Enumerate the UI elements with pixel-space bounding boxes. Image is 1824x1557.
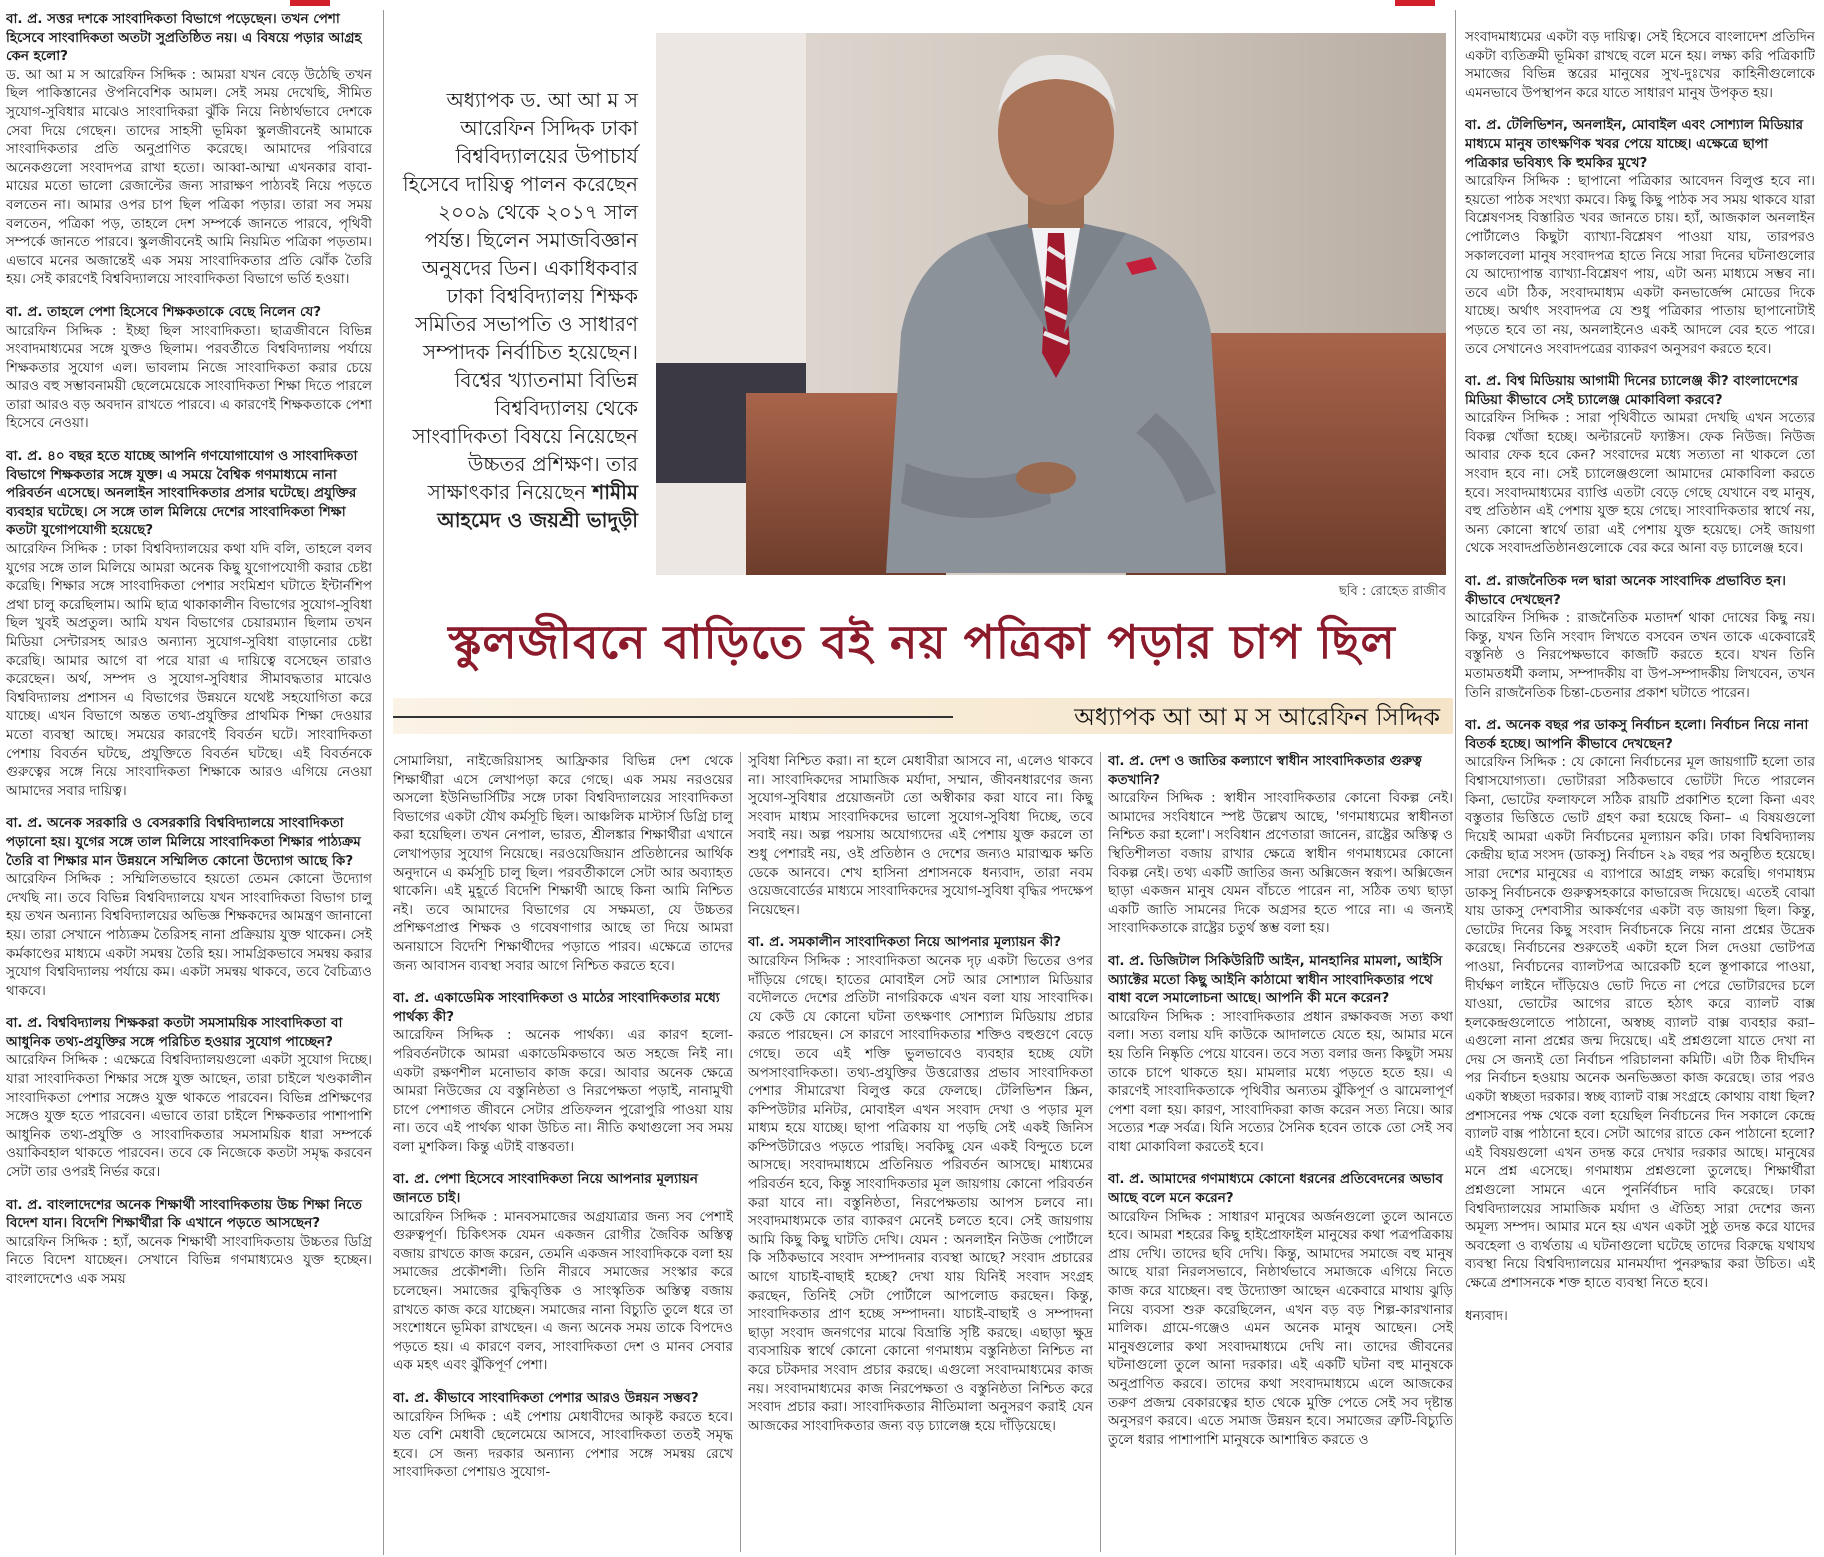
top-accent-left	[290, 0, 330, 6]
qa-block	[6, 447, 372, 800]
answer: আরেফিন সিদ্দিক : স্বাধীন সাংবাদিকতার কোনো বিকল্প নেই। আমাদের সংবিধানে স্পষ্ট উল্লেখ আছে, 'গণমাধ্যমের স্বাধীনতা নিশ্চিত করা হলো'। সংবিধান প্রণেতারা জানেন, রাষ্ট্রের অস্তিত্ব ও স্থিতিশীলতা বজায় রাখার ক্ষেত্রে স্বাধীন গণমাধ্যমের কোনো বিকল্প নেই। তথ্য একটি জাতির জন্য অক্সিজেন স্বরূপ। অক্সিজেন ছাড়া একজন মানুষ যেমন বাঁচতে পারেন না, সঠিক তথ্য ছাড়া একটি জাতি সামনের দিকে অগ্রসর হতে পারে না। এ জন্যই সাংবাদিকতাকে রাষ্ট্রের চতুর্থ স্তম্ভ বলা হয়।	[1108, 790, 1453, 937]
question: বা. প্র. কীভাবে সাংবাদিকতা পেশার আরও উন্নয়ন সম্ভব?	[393, 1390, 699, 1406]
qa-block	[1465, 716, 1815, 1292]
byline-rule	[393, 716, 953, 718]
qa-block	[1108, 952, 1453, 1157]
article-column-4	[1108, 752, 1453, 1555]
answer: সুবিধা নিশ্চিত করা। না হলে মেধাবীরা আসবে না, এলেও থাকবে না। সাংবাদিকদের সামাজিক মর্যাদা, সম্মান, জীবনধারণের জন্য সুযোগ-সুবিধার প্রয়োজনটা তো অস্বীকার করা যাবে না। কিছু সংবাদ মাধ্যম সাংবাদিকদের ভালো সুযোগ-সুবিধা দিচ্ছে, তবে সবাই নয়। অল্প পয়সায় অযোগ্যদের এই পেশায় যুক্ত করলে তা শুধু পেশারই নয়, ওই প্রতিষ্ঠান ও দেশের জন্যও মারাত্মক ক্ষতি ডেকে আনবে। শেখ হাসিনা প্রশাসনকে ধন্যবাদ, তারা নবম ওয়েজবোর্ডের মাধ্যমে সাংবাদিকদের সুযোগ-সুবিধা বৃদ্ধির পদক্ষেপ নিয়েছেন।	[748, 753, 1093, 918]
article-column-3	[748, 752, 1093, 1555]
portrait-illustration	[656, 33, 1446, 575]
qa-block	[6, 10, 372, 289]
answer: আরেফিন সিদ্দিক : ছাপানো পত্রিকার আবেদন বিলুপ্ত হবে না। হয়তো পাঠক সংখ্যা কমবে। কিছু কিছু পাঠক সব সময় থাকবে যারা বিশ্লেষণসহ বিস্তারিত খবর জানতে চায়। হ্যাঁ, আজকাল অনলাইন পোর্টালেও কিছুটা ব্যাখ্যা-বিশ্লেষণ পাওয়া যায়, তারপরও সকালবেলা মানুষ সংবাদপত্র হাতে নিয়ে সারা দিনের ঘটনাগুলোর যে আদ্যোপান্ত ব্যাখ্যা-বিশ্লেষণ পায়, এটা অন্য মাধ্যমে সম্ভব না। তবে এটা ঠিক, সংবাদমাধ্যম একটা কনভার্জেন্স মোডের দিকে যাচ্ছে। অর্থাৎ সংবাদপত্র যে শুধু পত্রিকার পাতায় ছাপানোটাই পড়তে হবে তা নয়, অনলাইনেও একই আদলে বের হতে পারে। তবে সেখানেও সংবাদপত্রের ব্যাকরণ অনুসরণ করতে হবে।	[1465, 173, 1815, 357]
qa-block	[1465, 28, 1815, 102]
qa-block	[6, 814, 372, 1000]
qa-block	[1108, 752, 1453, 938]
column-rule	[740, 752, 741, 1552]
interviewer-names: শামীম আহমেদ ও জয়শ্রী ভাদুড়ী	[437, 480, 638, 532]
intro-lead	[395, 86, 638, 534]
right-column	[1465, 28, 1815, 1553]
answer: আরেফিন সিদ্দিক : সারা পৃথিবীতে আমরা দেখছি এখন সত্যের বিকল্প খোঁজা হচ্ছে। অল্টারনেট ফ্যাক্টস। ফেক নিউজ। নিউজ আবার ফেক হবে কেন? সংবাদের মধ্যে সত্যতা না থাকলে তো সংবাদ হবে না। সেই চ্যালেঞ্জগুলো আমাদের মোকাবিলা করতে হবে। সংবাদমাধ্যমের ব্যাপ্তি এতটা বেড়ে গেছে যেখানে বহু মানুষ, বহু প্রতিষ্ঠান এই পেশায় যুক্ত হয়ে গেছে। সাংবাদিকতার স্বার্থে নয়, অন্য কোনো স্বার্থে তারা এই পেশায় যুক্ত হয়েছে। সেই জায়গা থেকে সংবাদপ্রতিষ্ঠানগুলোকে বের করে আনা বড় চ্যালেঞ্জ হবে।	[1465, 410, 1815, 557]
question: বা. প্র. ৪০ বছর হতে যাচ্ছে আপনি গণযোগাযোগ ও সাংবাদিকতা বিভাগে শিক্ষকতার সঙ্গে যুক্ত। এ সময়ে বৈশ্বিক গণমাধ্যমে নানা পরিবর্তন এসেছে। অনলাইন সাংবাদিকতার প্রসার ঘটেছে। প্রযুক্তির ব্যবহার ঘটেছে। সে সঙ্গে তাল মিলিয়ে দেশের সাংবাদিকতা শিক্ষা কতটা যুগোপযোগী হয়েছে?	[6, 448, 358, 539]
qa-block	[393, 1389, 733, 1482]
answer: সোমালিয়া, নাইজেরিয়াসহ আফ্রিকার বিভিন্ন দেশ থেকে শিক্ষার্থীরা এসে লেখাপড়া করে গেছে। এক সময় নরওয়ের অসলো ইউনিভার্সিটির সঙ্গে ঢাকা বিশ্ববিদ্যালয়ের সাংবাদিকতা বিভাগের একটা যৌথ কর্মসূচি ছিল। আঞ্চলিক মাস্টার্স ডিগ্রি চালু করা হয়েছিল। তখন নেপাল, ভারত, শ্রীলঙ্কার শিক্ষার্থীরা এখানে লেখাপড়ার সুযোগ নিয়েছে। নরওয়েজিয়ান প্রতিষ্ঠানের আর্থিক অনুদানে এ কর্মসূচি চালু ছিল। পরবর্তীকালে সেটা আর অব্যাহত থাকেনি। এই মুহূর্তে বিদেশি শিক্ষার্থী আছে কিনা আমি নিশ্চিত নই। তবে আমাদের বিভাগের যে সক্ষমতা, যে উচ্চতর প্রশিক্ষণপ্রাপ্ত শিক্ষক ও গবেষণাগার আছে তা দিয়ে আমরা অনায়াসে বিদেশি শিক্ষার্থীদের পড়াতে পারব। এক্ষেত্রে তাদের জন্য আবাসন ব্যবস্থা সবার আগে নিশ্চিত করতে হবে।	[393, 753, 733, 974]
article-column-2	[393, 752, 733, 1555]
answer: সংবাদমাধ্যমের একটা বড় দায়িত্ব। সেই হিসেবে বাংলাদেশ প্রতিদিন একটা ব্যতিক্রমী ভূমিকা রাখছে বলে মনে হয়। লক্ষ্য করি পত্রিকাটি সমাজের বিভিন্ন স্তরের মানুষের সুখ-দুঃখের কাহিনীগুলোকে এমনভাবে উপস্থাপন করে যাতে সাধারণ মানুষ উপকৃত হয়।	[1465, 29, 1815, 101]
answer: আরেফিন সিদ্দিক : সম্মিলিতভাবে হয়তো তেমন কোনো উদ্যোগ দেখছি না। তবে বিভিন্ন বিশ্ববিদ্যালয়ে যখন সাংবাদিকতা বিভাগ চালু হয় তখন অন্যান্য বিশ্ববিদ্যালয়ের অভিজ্ঞ শিক্ষকদের আমন্ত্রণ জানানো হয়। তারা সেখানে পাঠ্যক্রম তৈরিসহ নানা প্রক্রিয়ায় যুক্ত থাকেন। সেই কর্মকাণ্ডের মাধ্যমে একটা সমন্বয় তৈরি হয়। সামগ্রিকভাবে সমন্বয় করার সুযোগ বিশ্ববিদ্যালয় পর্যায়ে কম। একটা সমন্বয় থাকবে, তবে বৈচিত্র্যও থাকবে।	[6, 871, 372, 999]
qa-block	[1465, 372, 1815, 558]
answer: আরেফিন সিদ্দিক : মানবসমাজের অগ্রযাত্রার জন্য সব পেশাই গুরুত্বপূর্ণ। চিকিৎসক যেমন একজন রোগীর জৈবিক অস্তিত্ব বজায় রাখতে কাজ করেন, তেমনি একজন সাংবাদিককে বলা হয় সমাজের প্রকৌশলী। তিনি নীরবে সমাজের সংস্কার করে চলেছেন। সমাজের বুদ্ধিবৃত্তিক ও সাংস্কৃতিক অস্তিত্ব বজায় রাখতে কাজ করে যাচ্ছেন। সমাজের নানা বিচ্যুতি তুলে ধরে তা সংশোধনে ভূমিকা রাখছেন। এ জন্য অনেক সময় তাকে বিপদেও পড়তে হয়। এ কারণে বলব, সাংবাদিকতা দেশ ও মানব সেবার এক মহৎ এবং ঝুঁকিপূর্ণ পেশা।	[393, 1208, 733, 1374]
column-rule	[383, 10, 384, 1555]
answer: ড. আ আ ম স আরেফিন সিদ্দিক : আমরা যখন বেড়ে উঠেছি তখন ছিল পাকিস্তানের ঔপনিবেশিক আমল। সেই সময় দেখেছি, সীমিত সুযোগ-সুবিধার মাঝেও সাংবাদিকরা ঝুঁকি নিয়ে নিষ্ঠার্থভাবে দেশকে সেবা দিয়ে গেছেন। তাদের সাহসী ভূমিকা স্কুলজীবনেই আমাকে সাংবাদিকতার প্রতি অনুপ্রাণিত করেছে। আমাদের পরিবারে অনেকগুলো সংবাদপত্র রাখা হতো। আব্বা-আম্মা এখনকার বাবা-মায়ের মতো ভালো রেজাল্টের জন্য সারাক্ষণ পাঠ্যবই নিয়ে পড়তে বলতেন না। আমার ওপর চাপ ছিল পত্রিকা পড়ার। তারা সব সময় বলতেন, পত্রিকা পড়, তাহলে দেশ সম্পর্কে জানতে পারবে, পৃথিবী সম্পর্কে জানতে পারবে। স্কুলজীবনেই আমি নিয়মিত পত্রিকা পড়তাম। এভাবে মনের অজান্তেই এক সময় সাংবাদিকতার প্রতি ঝোঁক তৈরি হয়। সেই কারণেই বিশ্ববিদ্যালয়ে সাংবাদিকতা বিভাগে ভর্তি হওয়া।	[6, 66, 372, 288]
question: বা. প্র. বিশ্ববিদ্যালয় শিক্ষকরা কতটা সমসাময়িক সাংবাদিকতা বা আধুনিক তথ্য-প্রযুক্তির সঙ্গে পরিচিত হওয়ার সুযোগ পাচ্ছেন?	[6, 1015, 343, 1050]
portrait-photo	[656, 33, 1446, 575]
question: বা. প্র. বিশ্ব মিডিয়ায় আগামী দিনের চ্যালেঞ্জ কী? বাংলাদেশের মিডিয়া কীভাবে সেই চ্যালেঞ্জ মোকাবিলা করবে?	[1465, 373, 1798, 408]
answer: আরেফিন সিদ্দিক : হ্যাঁ, অনেক শিক্ষার্থী সাংবাদিকতায় উচ্চতর ডিগ্রি নিতে বিদেশ যাচ্ছেন। সেখানে বিভিন্ন গণমাধ্যমেও যুক্ত হচ্ছেন। বাংলাদেশেও এক সময়	[6, 1233, 372, 1287]
answer: আরেফিন সিদ্দিক : যে কোনো নির্বাচনের মূল জায়গাটি হলো তার বিশ্বাসযোগ্যতা। ভোটাররা সঠিকভাবে ভোটটা দিতে পারলেন কিনা, ভোটের ফলাফলে সঠিক রায়টি প্রকাশিত হলো কিনা এবং বস্তুতার ভিত্তিতে ভোট গ্রহণ করা হয়েছে কিনা– এ বিষয়গুলো দিয়েই আমরা একটা নির্বাচনের মূল্যায়ন করি। ঢাকা বিশ্ববিদ্যালয় কেন্দ্রীয় ছাত্র সংসদ (ডাকসু) নির্বাচন ২৯ বছর পর অনুষ্ঠিত হয়েছে। সারা দেশের মানুষের এ ব্যাপারে আগ্রহ লক্ষ্য করেছি। গণমাধ্যম ডাকসু নির্বাচনকে গুরুত্বসহকারে কাভারেজ দিয়েছে। এতেই বোঝা যায় ডাকসু দেশবাসীর আকর্ষণের একটা বড় জায়গা ছিল। কিন্তু, ভোটের দিনের কিছু সংবাদ নির্বাচনকে নিয়ে নানা প্রশ্নের উদ্রেক করেছে। নির্বাচনের শুরুতেই একটা হলে সিল দেওয়া ভোটপত্র পাওয়া, নির্বাচনের ব্যালটপত্র আরেকটি হলে স্তূপাকারে পাওয়া, দীর্ঘক্ষণ লাইনে দাঁড়িয়েও ভোট দিতে না পেরে ভোটারদের চলে যাওয়া, ভোটের আগের রাতে হঠাৎ করে ব্যালট বাক্স হলকেন্দ্রগুলোতে পাঠানো, অস্বচ্ছ ব্যালট বাক্স ব্যবহার করা– এগুলো নানা প্রশ্নের জন্ম দিয়েছে। এই প্রশ্নগুলো যাতে দেখা না দেয় সে জন্যই তো নির্বাচন পরিচালনা কমিটি। এটা ঠিক দীর্ঘদিন পর নির্বাচন হওয়ায় অনেক অনভিজ্ঞতা কাজ করেছে। তার পরও একটা স্বচ্ছতা দরকার। স্বচ্ছ ব্যালট বাক্স সংগ্রহে কোথায় বাধা ছিল? প্রশাসনের পক্ষ থেকে বলা হয়েছিল নির্বাচনের দিন সকালে কেন্দ্রে ব্যালট বাক্স পাঠানো হবে। সেটা আগের রাতে কেন পাঠানো হলো? এই বিষয়গুলো এখন তদন্ত করে দেখার দরকার আছে। মানুষের মনে প্রশ্ন এসেছে। গণমাধ্যম প্রশ্নগুলো তুলেছে। শিক্ষার্থীরা প্রশ্নগুলো সামনে এনে পুনর্নির্বাচন দাবি করেছে। ঢাকা বিশ্ববিদ্যালয়ের সামাজিক মর্যাদা ও ঐতিহ্য সারা দেশের জন্য অমূল্য সম্পদ। আমার মনে হয় এখন একটা সুষ্ঠু তদন্ত করে যাদের অবহেলা ও ব্যর্থতায় এ ঘটনাগুলো ঘটেছে তাদের বিরুদ্ধে যথাযথ ব্যবস্থা নিয়ে বিশ্ববিদ্যালয়ের মানমর্যাদা পুনরুদ্ধার করা উচিত। এই ক্ষেত্রে প্রশাসনকে শক্ত হাতে ব্যবস্থা নিতে হবে।	[1465, 754, 1815, 1291]
qa-block	[6, 303, 372, 433]
answer: আরেফিন সিদ্দিক : সাংবাদিকতার প্রধান রক্ষাকবজ সত্য কথা বলা। সত্য বলায় যদি কাউকে আদালতে যেতে হয়, আমার মনে হয় তিনি নিষ্কৃতি পেয়ে যাবেন। তবে সত্য বলার জন্য কিছুটা সময় তাকে চাপে থাকতে হয়। মামলার মধ্যে পড়তে হতে হয়। এ কারণেই সাংবাদিকতাকে পৃথিবীর অন্যতম ঝুঁকিপূর্ণ ও ঝামেলাপূর্ণ পেশা বলা হয়। কারণ, সাংবাদিকরা কাজ করেন সত্য নিয়ে। আর সত্যের শত্রু সর্বত্র। যিনি সত্যের সৈনিক হবেন তাকে তো সেই সব বাধা মোকাবিলা করতেই হবে।	[1108, 1008, 1453, 1155]
qa-block	[1465, 116, 1815, 358]
question: বা. প্র. সত্তর দশকে সাংবাদিকতা বিভাগে পড়েছেন। তখন পেশা হিসেবে সাংবাদিকতা অতটা সুপ্রতিষ্ঠিত নয়। এ বিষয়ে পড়ার আগ্রহ কেন হলো?	[6, 11, 362, 65]
qa-block	[1465, 572, 1815, 702]
answer: আরেফিন সিদ্দিক : ঢাকা বিশ্ববিদ্যালয়ের কথা যদি বলি, তাহলে বলব যুগের সঙ্গে তাল মিলিয়ে আমরা অনেক কিছু যুগোপযোগী করার চেষ্টা করেছি। শিক্ষার সঙ্গে সাংবাদিকতা পেশার সংমিশ্রণ ঘটাতে ইন্টার্নশিপ প্রথা চালু করেছিলাম। আমি ছাত্র থাকাকালীন বিভাগের সুযোগ-সুবিধা ছিল খুবই অপ্রতুল। আমি যখন বিভাগের চেয়ারম্যান ছিলাম তখন মিডিয়া সেন্টারসহ আরও অন্যান্য সুযোগ-সুবিধা বাড়ানোর চেষ্টা করেছি। আমার আগে বা পরে যারা এ দায়িত্বে বসেছেন তারাও করেছেন। অর্থ, সম্পদ ও সুযোগ-সুবিধার সীমাবদ্ধতার মাঝেও বিশ্ববিদ্যালয় প্রশাসন এ বিভাগের উন্নয়নে যথেষ্ট সহযোগিতা করে যাচ্ছে। এখন বিভাগে অন্তত তথ্য-প্রযুক্তির প্রাথমিক শিক্ষা দেওয়ার মতো ব্যবস্থা আছে। সময়ের কারণেই বিবর্তন ঘটে। সাংবাদিকতা পেশায় বিবর্তন ঘটছে, প্রযুক্তিতে বিবর্তন ঘটছে। এই বিবর্তনকে গুরুত্বের সঙ্গে নিয়ে সাংবাদিকতা শিক্ষাকে আরও এগিয়ে নেওয়া আমাদের সবার দায়িত্ব।	[6, 541, 372, 799]
answer: ধন্যবাদ।	[1465, 1307, 1508, 1324]
question: বা. প্র. রাজনৈতিক দল দ্বারা অনেক সাংবাদিক প্রভাবিত হন। কীভাবে দেখছেন?	[1465, 573, 1786, 608]
column-rule	[1100, 752, 1101, 1552]
question: বা. প্র. তাহলে পেশা হিসেবে শিক্ষকতাকে বেছে নিলেন যে?	[6, 303, 322, 320]
answer: আরেফিন সিদ্দিক : সাধারণ মানুষের অর্জনগুলো তুলে আনতে হবে। আমরা শহরের কিছু হাইপ্রোফাইল মানুষের কথা পত্রপত্রিকায় প্রায় দেখি। তাদের ছবি দেখি। কিন্তু, আমাদের সমাজে বহু মানুষ আছে যারা নিরলসভাবে, নিষ্ঠার্থভাবে সমাজকে এগিয়ে নিতে কাজ করে যাচ্ছেন। বহু উদ্যোক্তা আছেন একেবারে মাথায় ঝুড়ি নিয়ে ব্যবসা শুরু করেছিলেন, এখন বড় বড় শিল্প-কারখানার মালিক। গ্রামে-গঞ্জেও এমন অনেক মানুষ আছেন। সেই মানুষগুলোর কথা সংবাদমাধ্যমে দেখি না। তাদের জীবনের ঘটনাগুলো তুলে আনা দরকার। এই একটি ঘটনা বহু মানুষকে অনুপ্রাণিত করবে। তাদের কথা সংবাদমাধ্যমে এলে আজকের তরুণ প্রজন্ম বেকারত্বের হাত থেকে মুক্তি পেতে সেই সব দৃষ্টান্ত অনুসরণ করবে। এতে সমাজ উন্নয়ন হবে। সমাজের ত্রুটি-বিচ্যুতি তুলে ধরার পাশাপাশি মানুষকে আশান্বিত করতে ও	[1108, 1208, 1453, 1448]
column-rule	[1455, 10, 1456, 1555]
answer: আরেফিন সিদ্দিক : এক্ষেত্রে বিশ্ববিদ্যালয়গুলো একটা সুযোগ দিচ্ছে। যারা সাংবাদিকতা শিক্ষার সঙ্গে যুক্ত আছেন, তারা চাইলে খণ্ডকালীন সাংবাদিকতা পেশার সঙ্গেও যুক্ত থাকতে পারবেন। বিভিন্ন প্রশিক্ষণের সঙ্গেও যুক্ত হতে পারবেন। এভাবে তারা চাইলে শিক্ষকতার পাশাপাশি আধুনিক তথ্য-প্রযুক্তি ও সাংবাদিকতার সমসাময়িক ধারা সম্পর্কে ওয়াকিবহাল থাকতে পারবেন। তবে কে নিজেকে কতটা সমৃদ্ধ করবেন সেটা তার ওপরই নির্ভর করে।	[6, 1052, 372, 1181]
qa-block	[1108, 1170, 1453, 1449]
answer: আরেফিন সিদ্দিক : সাংবাদিকতা অনেক দৃঢ় একটা ভিতের ওপর দাঁড়িয়ে গেছে। হাতের মোবাইল সেট আর সোশ্যাল মিডিয়ার বদৌলতে দেশের প্রতিটা নাগরিককে এখন বলা যায় সাংবাদিক। যে কেউ যে কোনো ঘটনা তৎক্ষণাৎ সোশ্যাল মিডিয়ায় প্রচার করতে পারছেন। সে কারণে সাংবাদিকতার শক্তিও বহুগুণে বেড়ে গেছে। তবে এই শক্তি ভুলভাবেও ব্যবহার হচ্ছে যেটা অপসাংবাদিকতা। তথ্য-প্রযুক্তির উত্তরোত্তর প্রভাব সাংবাদিকতা পেশার সীমারেখা বিলুপ্ত করে ফেলছে। টেলিভিশন স্ক্রিন, কম্পিউটার মনিটর, মোবাইল এখন সংবাদ দেখা ও পড়ার মূল মাধ্যম হয়ে যাচ্ছে। ছাপা পত্রিকায় যা পড়ছি সেই একই জিনিস কম্পিউটারেও পড়তে পারছি। সবকিছু যেন একই বিন্দুতে চলে আসছে। সংবাদমাধ্যমে প্রতিনিয়ত পরিবর্তন আসছে। মাধ্যমের পরিবর্তন হবে, কিন্তু সাংবাদিকতার মূল জায়গায় কোনো পরিবর্তন করা যাবে না। বস্তুনিষ্ঠতা, নিরপেক্ষতায় আপস চলবে না। সংবাদমাধ্যমকে তার ব্যাকরণ মেনেই চলতে হবে। সেই জায়গায় আমি কিছু কিছু ঘাটতি দেখি। যেমন : অনলাইন নিউজ পোর্টালে কি সঠিকভাবে সংবাদ সম্পাদনার ব্যবস্থা আছে? সংবাদ প্রচারের আগে যাচাই-বাছাই হচ্ছে? দেখা যায় যিনিই সংবাদ সংগ্রহ করছেন, তিনিই সেটা পোর্টালে আপলোড করছেন। কিন্তু, সাংবাদিকতার প্রাণ হচ্ছে সম্পাদনা। যাচাই-বাছাই ও সম্পাদনা ছাড়া সংবাদ জনগণের মাঝে বিভ্রান্তি সৃষ্টি করছে। এছাড়া ক্ষুদ্র ব্যবসায়িক স্বার্থে কোনো কোনো গণমাধ্যম বস্তুনিষ্ঠতা নিশ্চিত না করে চটকদার সংবাদ প্রচার করছে। এগুলো সংবাদমাধ্যমের কাজ নয়। সংবাদমাধ্যমের কাজ নিরপেক্ষতা ও বস্তুনিষ্ঠতা নিশ্চিত করে সংবাদ প্রচার করা। সাংবাদিকতার নীতিমালা অনুসরণ করাই যেন আজকের সাংবাদিকতার জন্য বড় চ্যালেঞ্জ হয়ে দাঁড়িয়েছে।	[748, 952, 1093, 1434]
question: বা. প্র. অনেক সরকারি ও বেসরকারি বিশ্ববিদ্যালয়ে সাংবাদিকতা পড়ানো হয়। যুগের সঙ্গে তাল মিলিয়ে সাংবাদিকতা শিক্ষার পাঠ্যক্রম তৈরি বা শিক্ষার মান উন্নয়নে সম্মিলিত কোনো উদ্যোগ আছে কি?	[6, 815, 361, 869]
question: বা. প্র. পেশা হিসেবে সাংবাদিকতা নিয়ে আপনার মূল্যায়ন জানতে চাই।	[393, 1171, 698, 1207]
qa-block	[393, 989, 733, 1156]
intro-text: অধ্যাপক ড. আ আ ম স আরেফিন সিদ্দিক ঢাকা বিশ্ববিদ্যালয়ের উপাচার্য হিসেবে দায়িত্ব পালন করেছেন ২০০৯ থেকে ২০১৭ সাল পর্যন্ত। ছিলেন সমাজবিজ্ঞান অনুষদের ডিন। একাধিকবার ঢাকা বিশ্ববিদ্যালয় শিক্ষক সমিতির সভাপতি ও সাধারণ সম্পাদক নির্বাচিত হয়েছেন। বিশ্বের খ্যাতনামা বিভিন্ন বিশ্ববিদ্যালয় থেকে সাংবাদিকতা বিষয়ে নিয়েছেন উচ্চতর প্রশিক্ষণ। তার সাক্ষাৎকার নিয়েছেন	[402, 88, 638, 504]
qa-block	[748, 933, 1093, 1435]
question: বা. প্র. আমাদের গণমাধ্যমে কোনো ধরনের প্রতিবেদনের অভাব আছে বলে মনে করেন?	[1108, 1171, 1443, 1207]
left-column	[6, 10, 372, 1555]
qa-block	[393, 752, 733, 975]
top-accent-right	[1395, 0, 1435, 6]
qa-block	[6, 1196, 372, 1289]
question: বা. প্র. দেশ ও জাতির কল্যাণে স্বাধীন সাংবাদিকতার গুরুত্ব কতখানি?	[1108, 753, 1422, 788]
question: বা. প্র. একাডেমিক সাংবাদিকতা ও মাঠের সাংবাদিকতার মধ্যে পার্থক্য কী?	[393, 990, 720, 1025]
question: বা. প্র. সমকালীন সাংবাদিকতা নিয়ে আপনার মূল্যায়ন কী?	[748, 934, 1062, 951]
answer: আরেফিন সিদ্দিক : ইচ্ছা ছিল সাংবাদিকতা। ছাত্রজীবনে বিভিন্ন সংবাদমাধ্যমের সঙ্গে যুক্তও ছিলাম। পরবর্তীতে বিশ্ববিদ্যালয় পর্যায়ে শিক্ষকতার সুযোগ এল। ভাবলাম নিজে সাংবাদিকতা করার চেয়ে আরও বহু সম্ভাবনাময়ী ছেলেমেয়েকে সাংবাদিকতা শিক্ষা দিতে পারলে তারা আরও বড় অবদান রাখতে পারবে। এ কারণেই শিক্ষকতাকে পেশা হিসেবে নেওয়া।	[6, 322, 372, 432]
answer: আরেফিন সিদ্দিক : এই পেশায় মেধাবীদের আকৃষ্ট করতে হবে। যত বেশি মেধাবী ছেলেমেয়ে আসবে, সাংবাদিকতা ততই সমৃদ্ধ হবে। সে জন্য দরকার অন্যান্য পেশার সঙ্গে সমন্বয় রেখে সাংবাদিকতা পেশায়ও সুযোগ-	[393, 1408, 733, 1481]
photo-credit: ছবি : রোহেত রাজীব	[1338, 584, 1446, 599]
question: বা. প্র. বাংলাদেশের অনেক শিক্ষার্থী সাংবাদিকতায় উচ্চ শিক্ষা নিতে বিদেশ যান। বিদেশি শিক্ষার্থীরা কি এখানে পড়তে আসছেন?	[6, 1196, 362, 1232]
headline: স্কুলজীবনে বাড়িতে বই নয় পত্রিকা পড়ার চাপ ছিল	[448, 615, 1396, 669]
qa-block	[6, 1014, 372, 1181]
qa-block	[748, 752, 1093, 919]
answer: আরেফিন সিদ্দিক : অনেক পার্থক্য। এর কারণ হলো-পরিবর্তনটাকে আমরা একাডেমিকভাবে অত সহজে নিই না। একটা রক্ষণশীল মনোভাব কাজ করে। আবার অনেক ক্ষেত্রে আমরা নিউজের যে বস্তুনিষ্ঠতা ও নিরপেক্ষতা পড়াই, নানামুখী চাপে পেশাগত জীবনে সেটার প্রতিফলন পুরোপুরি পাওয়া যায় না। তবে এই পার্থক্য থাকা উচিত না। নীতি কথাগুলো সব সময় বলা মুশকিল। কিন্তু এটাই বাস্তবতা।	[393, 1027, 733, 1155]
question: বা. প্র. ডিজিটাল সিকিউরিটি আইন, মানহানির মামলা, আইসি অ্যাক্টের মতো কিছু আইনি কাঠামো স্বাধীন সাংবাদিকতার পথে বাধা বলে সমালোচনা আছে। আপনি কী মনে করেন?	[1108, 952, 1443, 1007]
byline: অধ্যাপক আ আ ম স আরেফিন সিদ্দিক	[1074, 703, 1440, 731]
answer: আরেফিন সিদ্দিক : রাজনৈতিক মতাদর্শ থাকা দোষের কিছু নয়। কিন্তু, যখন তিনি সংবাদ লিখতে বসবেন তখন তাকে একেবারেই বস্তুনিষ্ঠ ও নিরপেক্ষভাবে কাজটি করতে হবে। যখন তিনি মতামতধর্মী কলাম, সম্পাদকীয় বা উপ-সম্পাদকীয় লিখবেন, তখন তিনি রাজনৈতিক চিন্তা-চেতনার প্রকাশ ঘটাতে পারেন।	[1465, 610, 1815, 701]
qa-block	[1465, 1307, 1815, 1326]
qa-block	[393, 1170, 733, 1375]
question: বা. প্র. টেলিভিশন, অনলাইন, মোবাইল এবং সোশ্যাল মিডিয়ার মাধ্যমে মানুষ তাৎক্ষণিক খবর পেয়ে যাচ্ছে। এক্ষেত্রে ছাপা পত্রিকার ভবিষ্যৎ কি হুমকির মুখে?	[1465, 117, 1804, 171]
question: বা. প্র. অনেক বছর পর ডাকসু নির্বাচন হলো। নির্বাচন নিয়ে নানা বিতর্ক হচ্ছে। আপনি কীভাবে দেখছেন?	[1465, 717, 1809, 752]
